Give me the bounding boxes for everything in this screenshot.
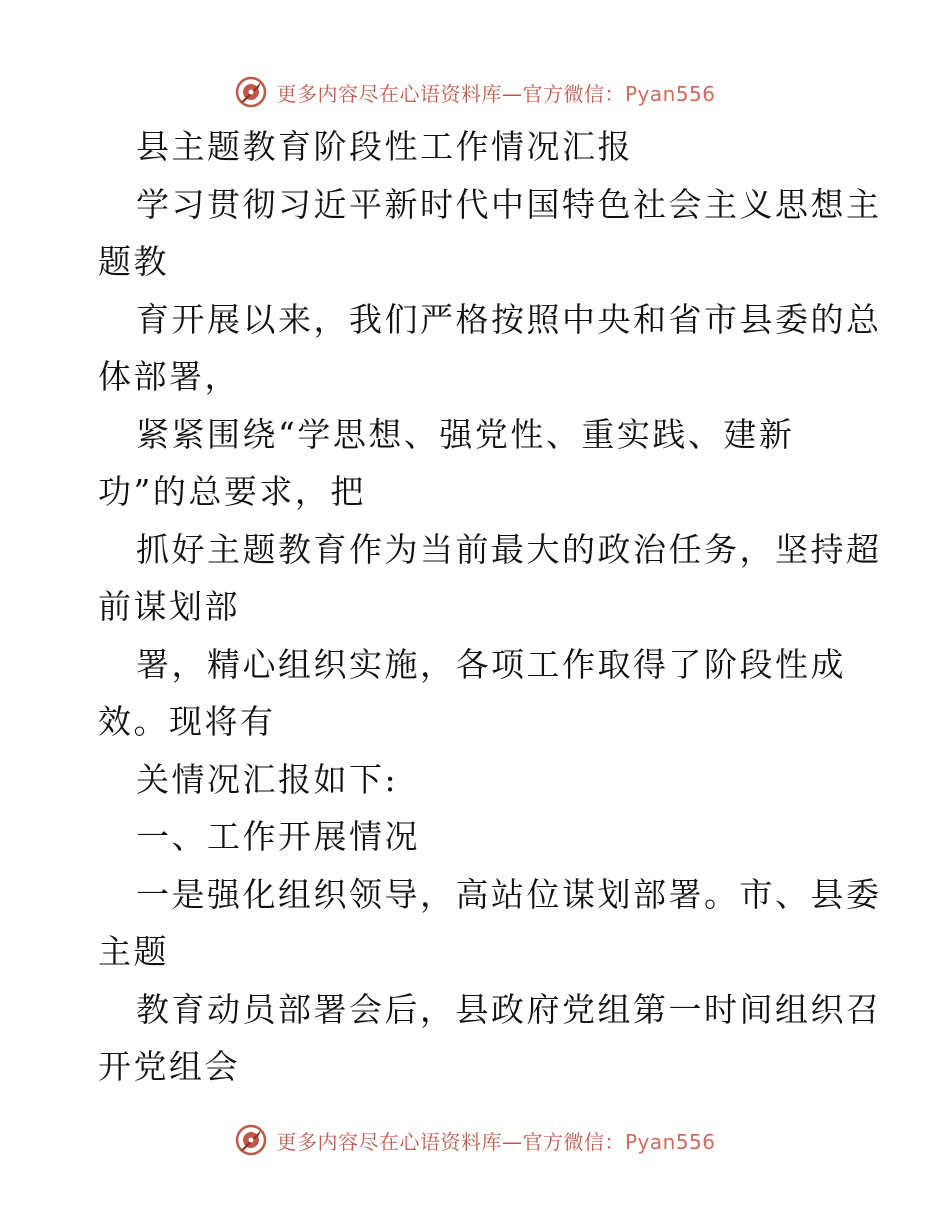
document-body <box>98 118 882 1096</box>
footer-watermark <box>0 1120 950 1160</box>
paragraph-line: 学习贯彻习近平新时代中国特色社会主义思想主 <box>136 184 882 224</box>
paragraph-line: 功”的总要求，把 <box>98 472 366 511</box>
paragraph-line: 前谋划部 <box>98 587 240 626</box>
paragraph-line: 一是强化组织领导，高站位谋划部署。市、县委 <box>136 874 882 914</box>
paragraph-line: 教育动员部署会后，县政府党组第一时间组织召 <box>136 989 882 1029</box>
watermark-text: 更多内容尽在心语资料库—官方微信：Pyan556 <box>276 1129 716 1154</box>
paragraph-line: 抓好主题教育作为当前最大的政治任务，坚持超 <box>136 529 882 569</box>
quill-logo-icon <box>234 75 268 109</box>
paragraph-line: 署，精心组织实施，各项工作取得了阶段性成 <box>136 644 846 684</box>
watermark-wechat-id: Pyan556 <box>624 81 716 106</box>
paragraph-line: 开党组会 <box>98 1047 240 1086</box>
header-watermark <box>0 72 950 112</box>
paragraph-line: 关情况汇报如下: <box>136 759 399 799</box>
paragraph-line: 效。现将有 <box>98 702 276 741</box>
paragraph-line: 体部署， <box>98 357 240 396</box>
paragraph-line: 紧紧围绕“学思想、强党性、重实践、建新 <box>136 414 795 454</box>
paragraph-line: 题教 <box>98 242 169 281</box>
paragraph-line: 育开展以来，我们严格按照中央和省市县委的总 <box>136 299 882 339</box>
document-title: 县主题教育阶段性工作情况汇报 <box>136 127 633 166</box>
paragraph-line: 主题 <box>98 932 169 971</box>
watermark-wechat-id: Pyan556 <box>624 1129 716 1154</box>
watermark-text: 更多内容尽在心语资料库—官方微信：Pyan556 <box>276 81 716 106</box>
paragraph-line: 一、工作开展情况 <box>136 817 420 856</box>
quill-logo-icon <box>234 1123 268 1157</box>
